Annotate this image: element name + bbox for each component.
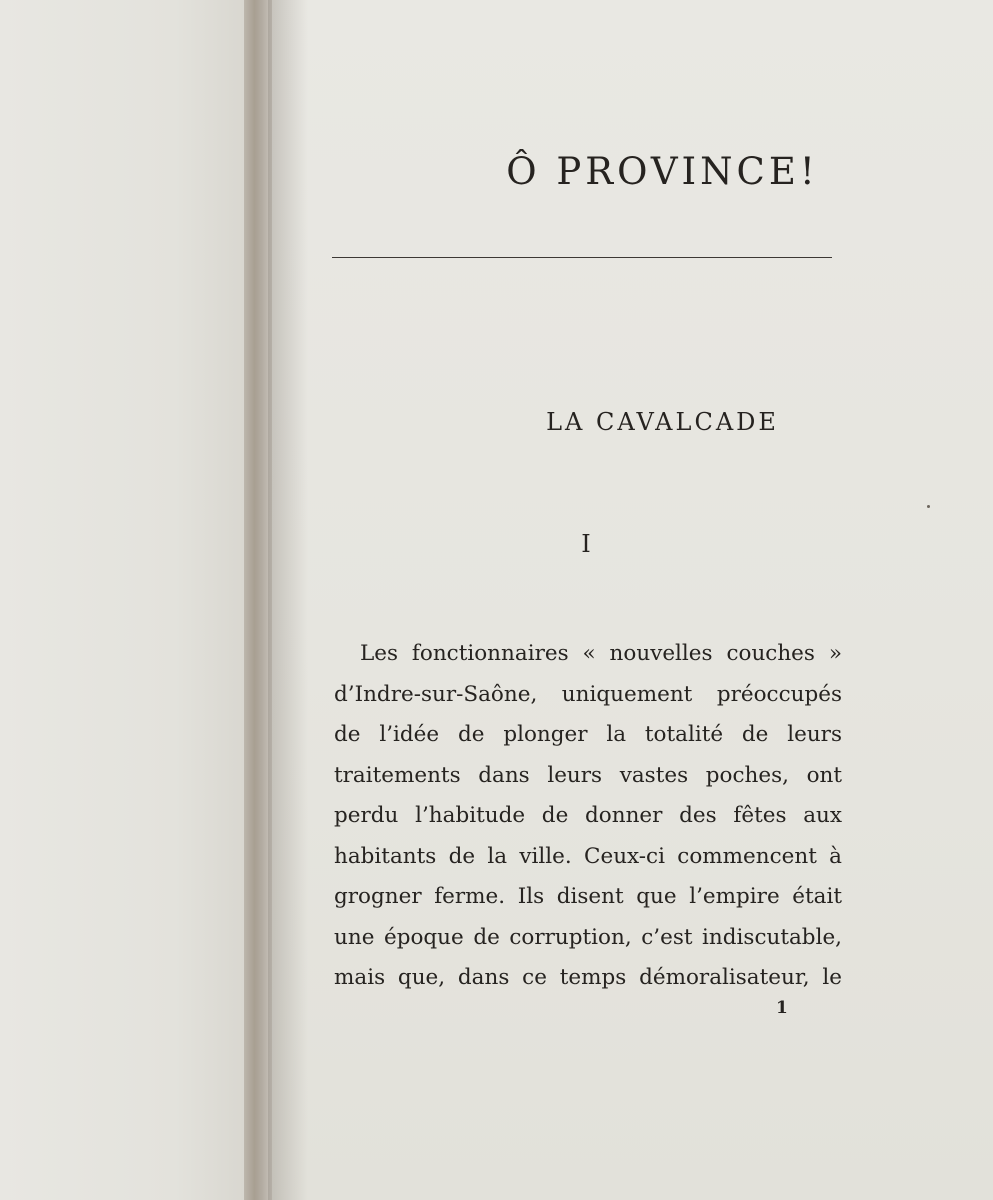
body-line: d’Indre-sur-Saône, uniquement préoccupés <box>334 681 842 707</box>
page-content <box>272 0 993 1200</box>
gutter-shadow <box>268 0 308 1200</box>
title-rule <box>332 257 832 258</box>
paper-speck <box>927 505 930 508</box>
body-line: de l’idée de plonger la totalité de leurs <box>334 722 842 747</box>
body-line: grogner ferme. Ils disent que l’empire était <box>334 884 842 909</box>
body-line: Les fonctionnaires « nouvelles couches » <box>360 641 842 666</box>
chapter-title: LA CAVALCADE <box>546 408 779 436</box>
left-page <box>0 0 250 1200</box>
body-line: habitants de la ville. Ceux-ci commencent à <box>334 843 842 869</box>
body-paragraph <box>334 634 842 999</box>
body-line: mais que, dans ce temps démoralisateur, le <box>334 965 842 990</box>
right-page <box>272 0 993 1200</box>
book-title: Ô PROVINCE! <box>506 150 819 193</box>
body-line: une époque de corruption, c’est indiscutable, <box>334 924 842 950</box>
page-number: 1 <box>776 998 788 1018</box>
section-number: I <box>581 530 591 558</box>
body-line: traitements dans leurs vastes poches, ont <box>334 762 842 788</box>
body-line: perdu l’habitude de donner des fêtes aux <box>334 803 842 828</box>
